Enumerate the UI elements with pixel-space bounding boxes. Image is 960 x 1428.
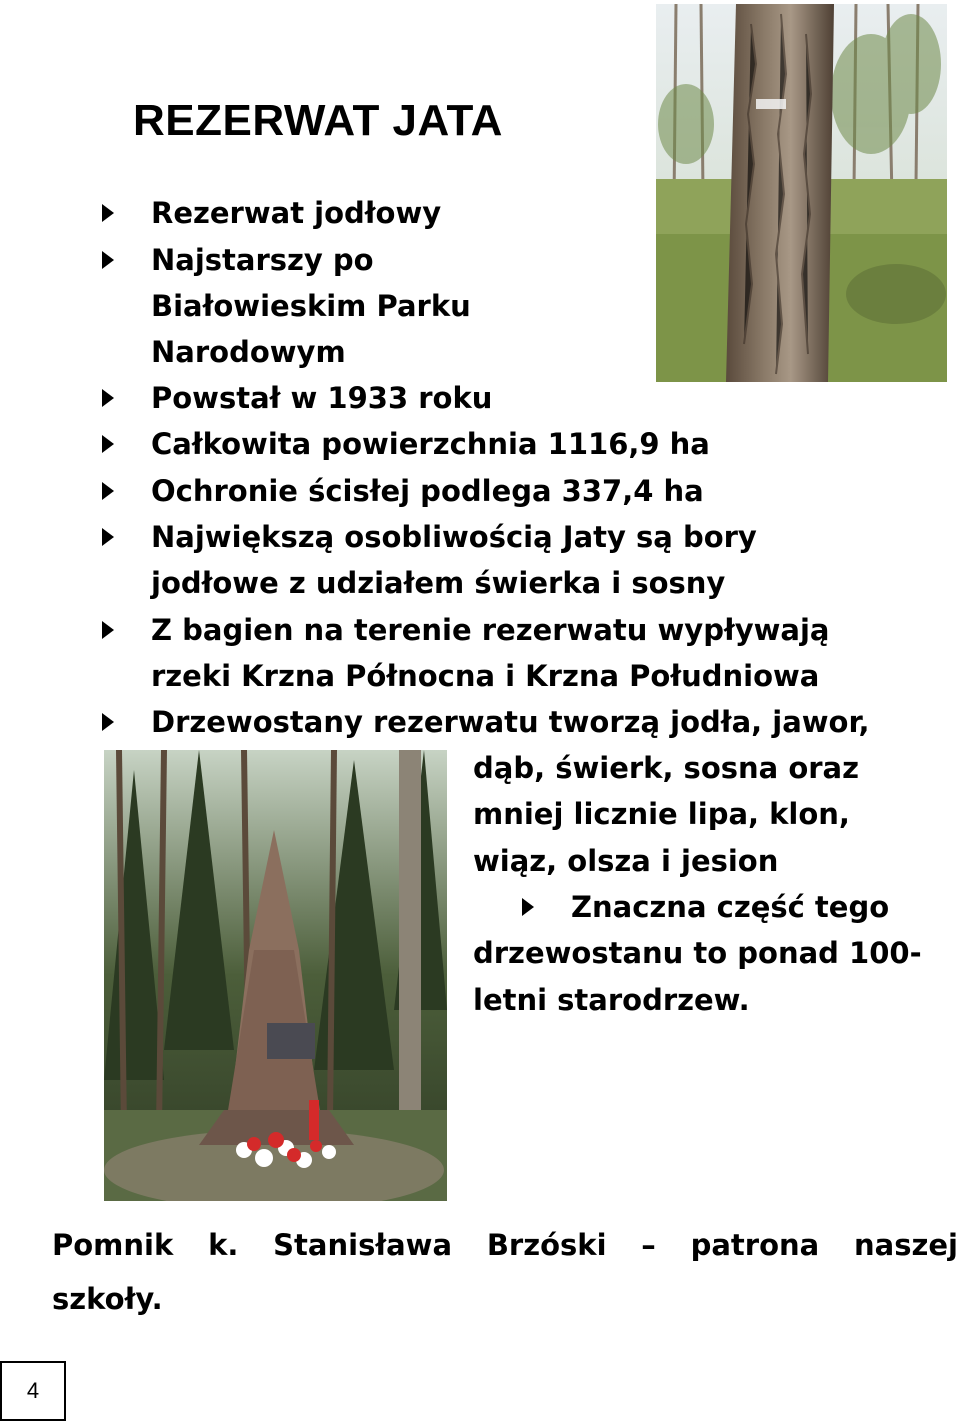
page-number-label: 4 — [26, 1378, 40, 1403]
list-item: Z bagien na terenie rezerwatu wypływają — [151, 613, 830, 647]
monument-photo — [104, 750, 447, 1201]
photo-caption-continuation: szkoły. — [52, 1282, 163, 1316]
list-item: Najstarszy po — [151, 243, 374, 277]
list-item-continuation: letni starodrzew. — [473, 983, 750, 1017]
list-item-continuation: jodłowe z udziałem świerka i sosny — [151, 566, 726, 600]
tree-trunk-photo — [656, 4, 947, 382]
bullet-icon — [102, 482, 114, 500]
list-item: Największą osobliwością Jaty są bory — [151, 520, 757, 554]
list-item: Ochronie ścisłej podlega 337,4 ha — [151, 474, 704, 508]
list-item-continuation: Białowieskim Parku — [151, 289, 471, 323]
bullet-icon — [102, 204, 114, 222]
bullet-icon — [102, 621, 114, 639]
list-item-continuation: mniej licznie lipa, klon, — [473, 797, 850, 831]
list-item-continuation: Narodowym — [151, 335, 346, 369]
page-number — [0, 1361, 66, 1421]
photo-caption: Pomnik k. Stanisława Brzóski – patrona naszej — [52, 1228, 958, 1262]
bullet-icon — [102, 435, 114, 453]
list-item-continuation: drzewostanu to ponad 100- — [473, 936, 922, 970]
list-item: Całkowita powierzchnia 1116,9 ha — [151, 427, 710, 461]
bullet-icon — [522, 898, 534, 916]
bullet-icon — [102, 713, 114, 731]
list-item: Powstał w 1933 roku — [151, 381, 493, 415]
list-item-continuation: wiąz, olsza i jesion — [473, 844, 779, 878]
list-item: Znaczna część tego — [571, 890, 890, 924]
list-item: Drzewostany rezerwatu tworzą jodła, jawor, — [151, 705, 870, 739]
list-item: Rezerwat jodłowy — [151, 196, 442, 230]
list-item-continuation: dąb, świerk, sosna oraz — [473, 751, 859, 785]
bullet-icon — [102, 528, 114, 546]
list-item-continuation: rzeki Krzna Północna i Krzna Południowa — [151, 659, 820, 693]
page-title: REZERWAT JATA — [133, 96, 503, 145]
bullet-icon — [102, 251, 114, 269]
bullet-icon — [102, 389, 114, 407]
